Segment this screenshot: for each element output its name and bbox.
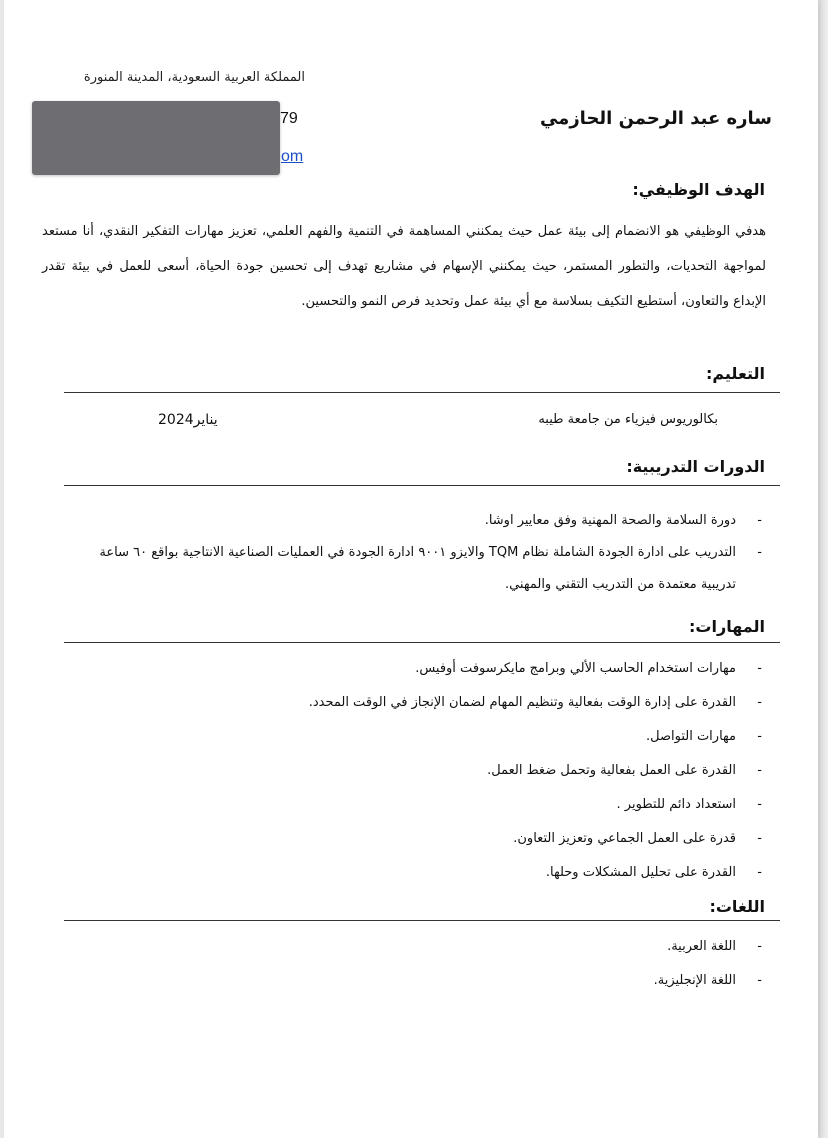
list-item: - القدرة على تحليل المشكلات وحلها. xyxy=(76,856,766,890)
education-degree: بكالوريوس فيزياء من جامعة طيبه xyxy=(538,412,718,427)
list-item: - مهارات استخدام الحاسب الألي وبرامج مايكرسوفت أوفيس. xyxy=(76,652,766,686)
list-item: - مهارات التواصل. xyxy=(76,720,766,754)
list-item: - دورة السلامة والصحة المهنية وفق معايير اوشا. xyxy=(76,505,766,537)
education-date: يناير2024 xyxy=(158,412,218,428)
resume-page xyxy=(4,0,818,1138)
section-divider xyxy=(64,642,780,643)
section-divider xyxy=(64,485,780,486)
section-divider xyxy=(64,920,780,921)
courses-heading: الدورات التدريبية: xyxy=(626,457,765,476)
list-item: - اللغة الإنجليزية. xyxy=(76,964,766,998)
location-text: المملكة العربية السعودية، المدينة المنورة xyxy=(83,70,305,85)
redaction-box xyxy=(32,101,280,175)
education-heading: التعليم: xyxy=(705,364,765,383)
section-divider xyxy=(64,392,780,393)
list-item: - القدرة على العمل بفعالية وتحمل ضغط العمل. xyxy=(76,754,766,788)
languages-list xyxy=(76,930,766,998)
objective-text: هدفي الوظيفي هو الانضمام إلى بيئة عمل حيث يمكنني المساهمة في التنمية والفهم العلمي، تعزيز مهارات التفكير النقدي، أنا مستعد لمواجهة التحديات، والتطور المستمر، حيث يمكنني الإسهام في مشاريع تهدف إلى تحسين جودة الحياة، أسعى للعمل في بيئة تقدر الإبداع والتعاون، أستطيع التكيف بسلاسة مع أي بيئة عمل وتحديد فرص النمو والتحسين. xyxy=(42,224,766,309)
languages-heading: اللغات: xyxy=(709,897,765,916)
list-item: - اللغة العربية. xyxy=(76,930,766,964)
courses-list xyxy=(76,505,766,601)
list-item: - قدرة على العمل الجماعي وتعزيز التعاون. xyxy=(76,822,766,856)
list-item: - استعداد دائم للتطوير . xyxy=(76,788,766,822)
skills-heading: المهارات: xyxy=(689,617,765,636)
objective-heading: الهدف الوظيفي: xyxy=(632,180,765,199)
skills-list xyxy=(76,652,766,890)
email-link[interactable]: om xyxy=(281,148,304,165)
list-item: - القدرة على إدارة الوقت بفعالية وتنظيم المهام لضمان الإنجاز في الوقت المحدد. xyxy=(76,686,766,720)
phone-number: 79 xyxy=(280,110,298,127)
candidate-name: ساره عبد الرحمن الحازمي xyxy=(539,108,772,129)
list-item: - التدريب على ادارة الجودة الشاملة نظام TQM والايزو ٩٠٠١ ادارة الجودة في العمليات الصناعية الانتاجية بواقع ٦٠ ساعة تدريبية معتمدة من التدريب التقني والمهني. xyxy=(76,537,766,601)
